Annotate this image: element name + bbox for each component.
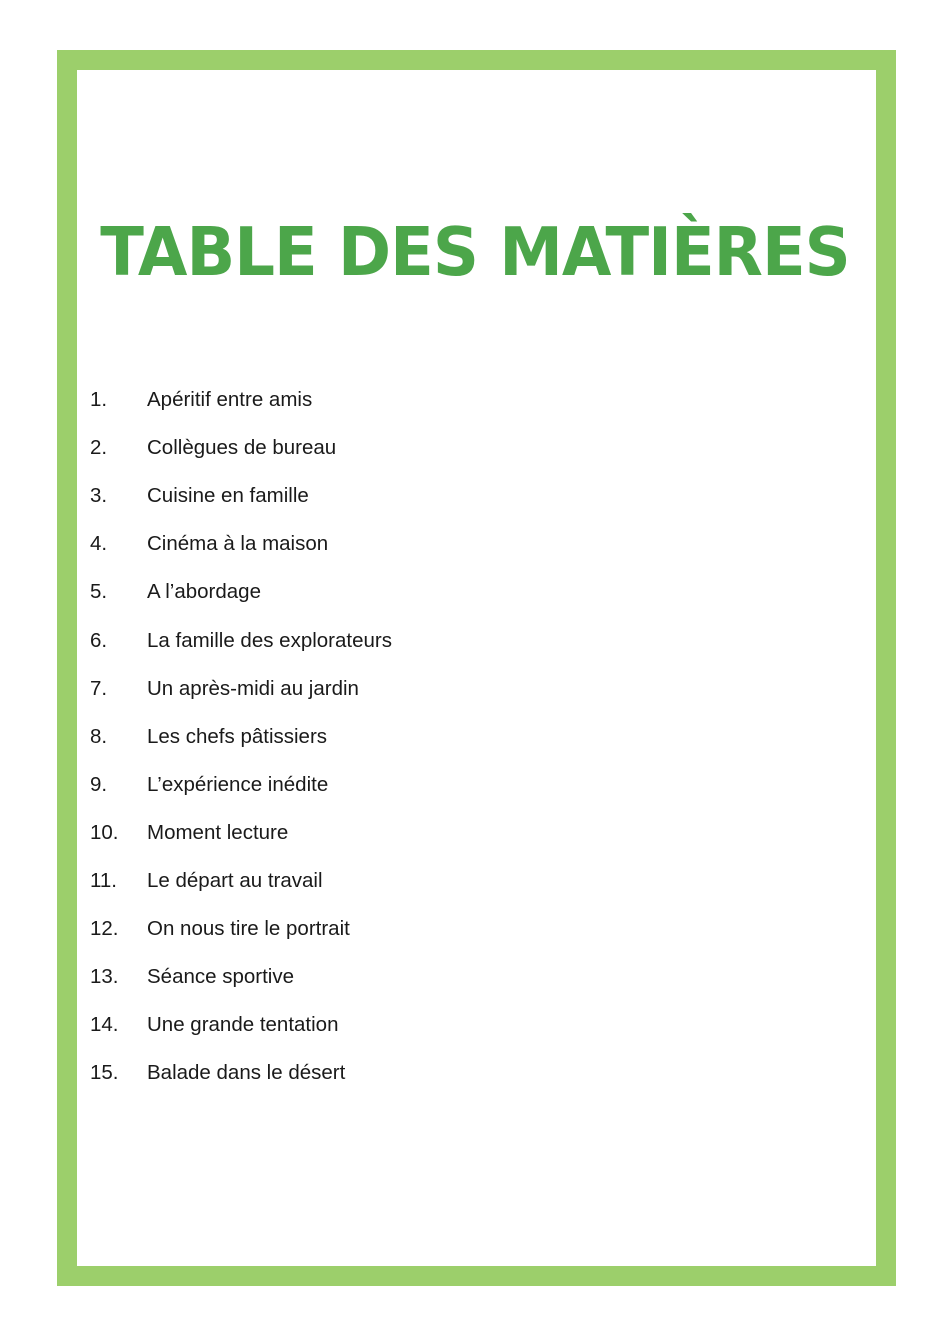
toc-item — [90, 520, 392, 568]
toc-item — [90, 1001, 392, 1049]
toc-item — [90, 424, 392, 472]
toc-number: 4. — [90, 532, 108, 556]
toc-label: Apéritif entre amis — [147, 388, 313, 412]
page-title: TABLE DES MATIÈRES — [100, 214, 850, 292]
toc-item — [90, 1049, 392, 1097]
toc-label: La famille des explorateurs — [147, 628, 392, 652]
toc-item — [90, 376, 392, 424]
toc-label: Cuisine en famille — [147, 484, 309, 508]
toc-number: 8. — [90, 724, 108, 748]
toc-label: Les chefs pâtissiers — [147, 724, 328, 748]
toc-number: 3. — [90, 484, 108, 508]
toc-number: 2. — [90, 436, 108, 460]
toc-number: 9. — [90, 772, 108, 796]
toc-number: 7. — [90, 676, 108, 700]
toc-number: 15. — [90, 1061, 119, 1085]
toc-item — [90, 905, 392, 953]
toc-label: L’expérience inédite — [147, 772, 329, 796]
table-of-contents — [90, 376, 392, 1097]
toc-item — [90, 616, 392, 664]
toc-label: Cinéma à la maison — [147, 532, 329, 556]
toc-label: Séance sportive — [147, 965, 295, 989]
toc-number: 13. — [90, 965, 119, 989]
toc-label: A l’abordage — [147, 580, 261, 604]
toc-label: Collègues de bureau — [147, 436, 337, 460]
toc-item — [90, 953, 392, 1001]
toc-item — [90, 472, 392, 520]
toc-number: 11. — [90, 868, 117, 892]
toc-item — [90, 568, 392, 616]
toc-item — [90, 761, 392, 809]
toc-number: 12. — [90, 917, 119, 941]
toc-item — [90, 809, 392, 857]
toc-number: 6. — [90, 628, 108, 652]
toc-label: Un après-midi au jardin — [147, 676, 359, 700]
toc-number: 10. — [90, 820, 119, 844]
toc-label: Moment lecture — [147, 820, 289, 844]
toc-item — [90, 665, 392, 713]
toc-label: Le départ au travail — [147, 868, 323, 892]
toc-item — [90, 857, 392, 905]
toc-label: Balade dans le désert — [147, 1061, 346, 1085]
toc-label: Une grande tentation — [147, 1013, 339, 1037]
toc-label: On nous tire le portrait — [147, 917, 350, 941]
toc-number: 5. — [90, 580, 108, 604]
toc-number: 14. — [90, 1013, 119, 1037]
toc-item — [90, 713, 392, 761]
toc-number: 1. — [90, 388, 108, 412]
